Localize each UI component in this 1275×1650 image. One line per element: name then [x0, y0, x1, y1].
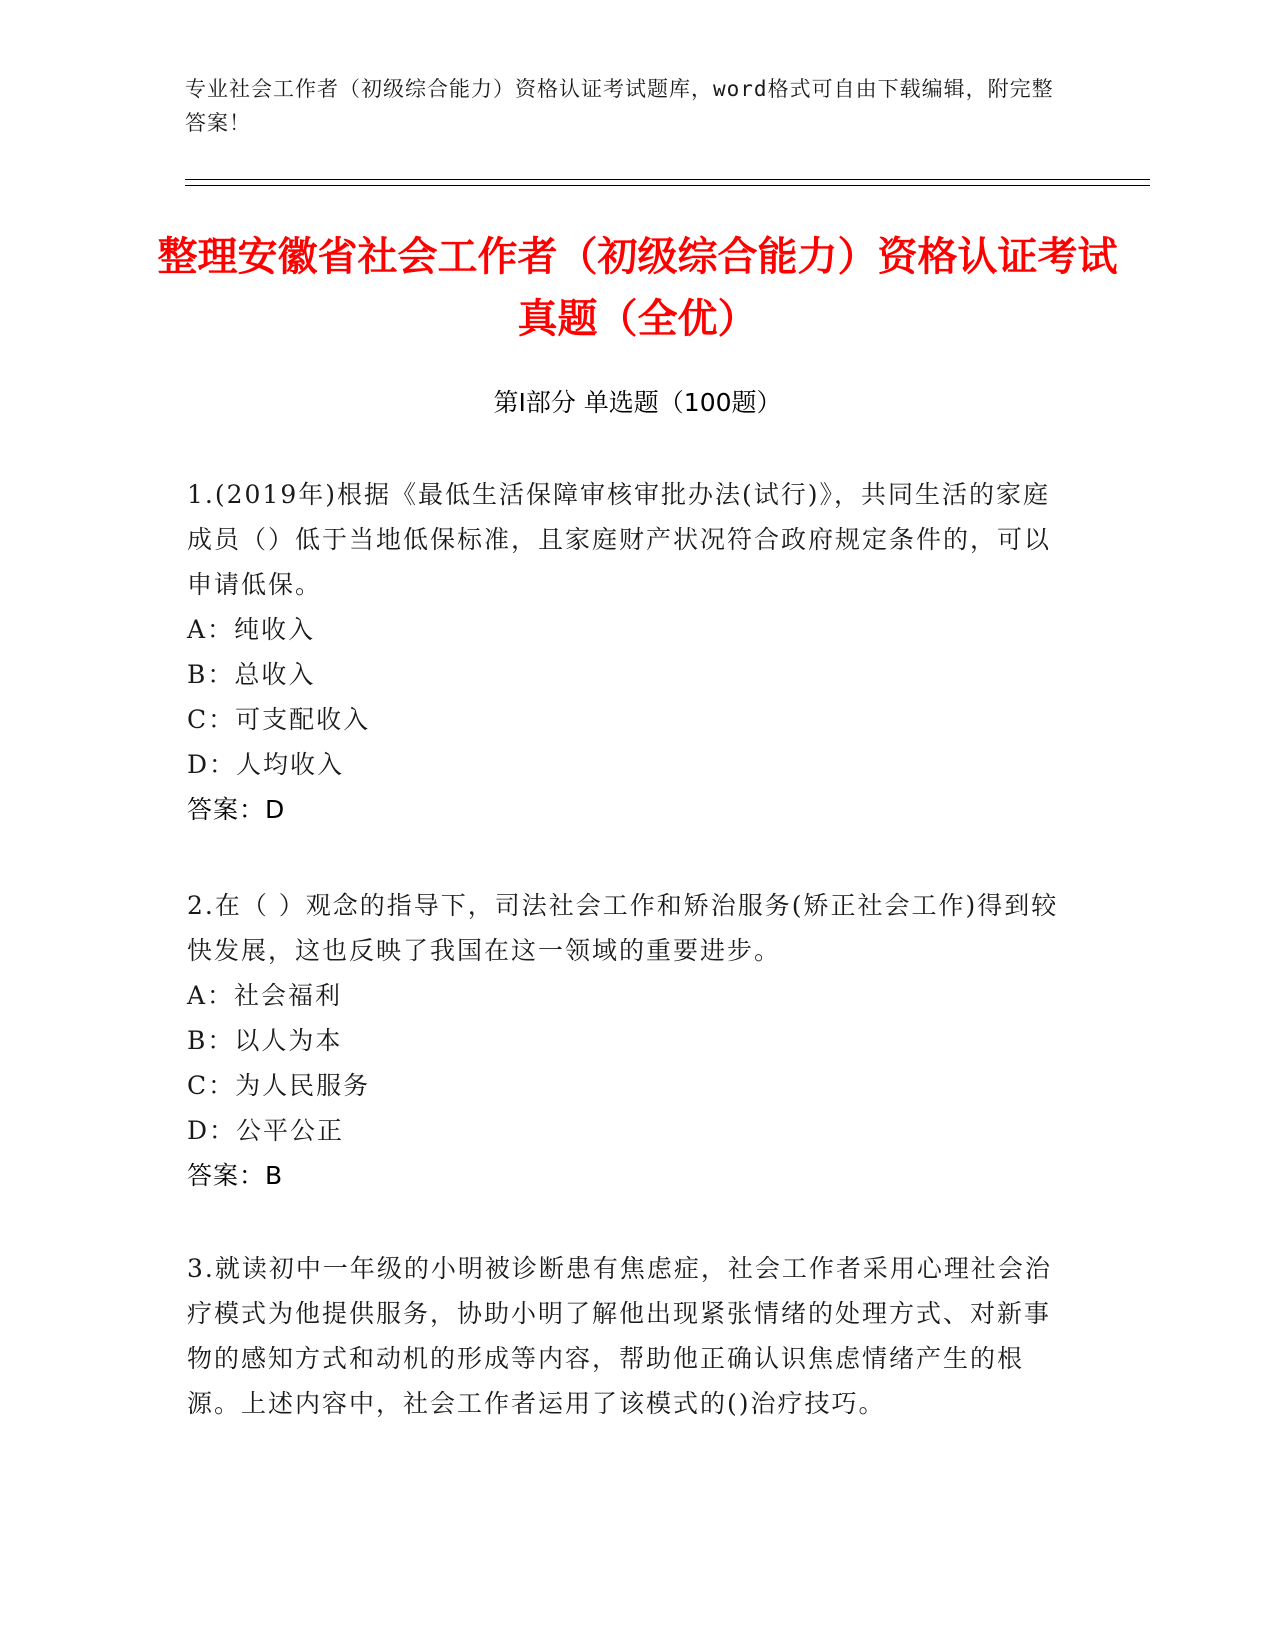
option-b: B：总收入 [187, 660, 316, 689]
option-c: C：为人民服务 [187, 1071, 371, 1100]
question-stem: 2.在（ ）观念的指导下，司法社会工作和矫治服务(矫正社会工作)得到较快发展，这也反映了我国在这一领域的重要进步。 [187, 891, 1059, 965]
option-c: C：可支配收入 [187, 705, 371, 734]
header-divider-top [185, 179, 1150, 180]
section-heading: 第I部分 单选题（100题） [493, 388, 782, 417]
option-a: A：纯收入 [187, 615, 316, 644]
option-b: B：以人为本 [187, 1026, 343, 1055]
answer-line: 答案：D [187, 795, 286, 824]
question-3 [187, 1246, 1067, 1426]
question-stem: 3.就读初中一年级的小明被诊断患有焦虑症，社会工作者采用心理社会治疗模式为他提供服务，协助小明了解他出现紧张情绪的处理方式、对新事物的感知方式和动机的形成等内容，帮助他正确认识焦虑情绪产生的根源。上述内容中，社会工作者运用了该模式的()治疗技巧。 [187, 1254, 1052, 1418]
option-d: D：公平公正 [187, 1116, 345, 1145]
answer-line: 答案：B [187, 1161, 284, 1190]
question-1 [187, 472, 1067, 832]
option-a: A：社会福利 [187, 981, 343, 1010]
document-title: 整理安徽省社会工作者（初级综合能力）资格认证考试真题（全优） [157, 234, 1118, 342]
question-stem: 1.(2019年)根据《最低生活保障审核审批办法(试行)》，共同生活的家庭成员（）低于当地低保标准，且家庭财产状况符合政府规定条件的，可以申请低保。 [187, 480, 1052, 599]
option-d: D：人均收入 [187, 750, 345, 779]
header-divider-bottom [185, 185, 1150, 186]
header-note: 专业社会工作者（初级综合能力）资格认证考试题库，word格式可自由下载编辑，附完整答案！ [185, 77, 1054, 135]
question-2 [187, 883, 1067, 1198]
